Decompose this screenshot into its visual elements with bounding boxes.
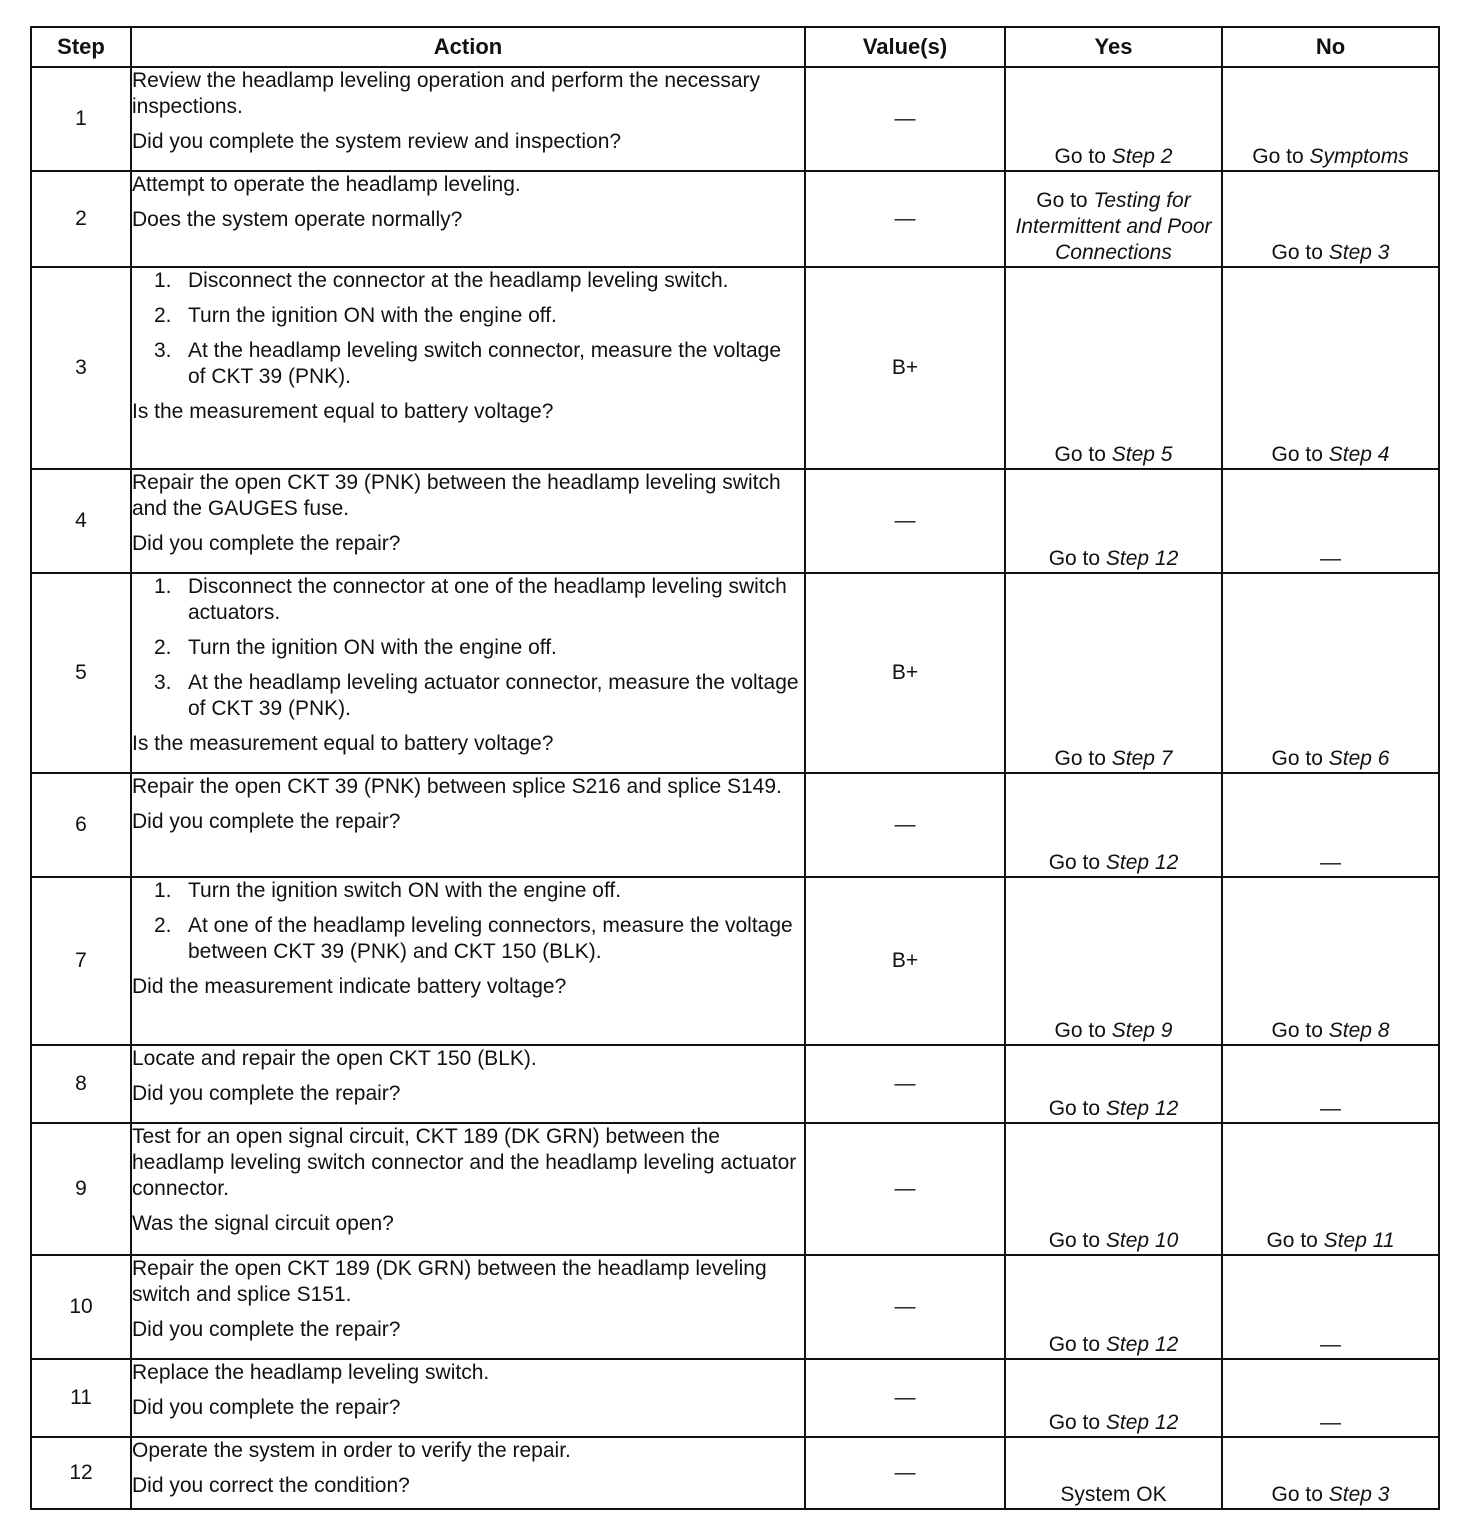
procedure-item (132, 878, 804, 904)
yes-prefix: Go to (1054, 747, 1112, 770)
yes-reference: Step 9 (1111, 1019, 1173, 1042)
yes-reference: Step 12 (1105, 1097, 1179, 1120)
yes-prefix: Go to (1048, 1333, 1106, 1356)
table-row (31, 1123, 1439, 1255)
yes-cell (1005, 1437, 1222, 1509)
diagnostic-table (30, 26, 1440, 1510)
yes-cell (1005, 1255, 1222, 1359)
no-prefix: Go to (1266, 1229, 1324, 1252)
procedure-number: 2. (154, 304, 172, 327)
action-question: Did you complete the repair? (132, 1318, 401, 1341)
yes-prefix: Go to (1054, 1019, 1112, 1042)
value-cell: — (805, 1437, 1005, 1509)
no-cell (1222, 469, 1439, 573)
yes-prefix: Go to (1054, 145, 1112, 168)
action-cell (131, 1255, 805, 1359)
procedure-text: Turn the ignition ON with the engine off. (188, 304, 557, 327)
action-cell (131, 171, 805, 267)
action-cell (131, 773, 805, 877)
action-cell (131, 877, 805, 1045)
no-text: — (1320, 1097, 1341, 1120)
value-cell: — (805, 171, 1005, 267)
procedure-item (132, 574, 804, 626)
no-cell (1222, 573, 1439, 773)
no-cell (1222, 171, 1439, 267)
procedure-number: 3. (154, 339, 172, 362)
procedure-text: At the headlamp leveling actuator connector, measure the voltage of CKT 39 (PNK). (188, 671, 799, 720)
yes-prefix: Go to (1048, 1097, 1106, 1120)
procedure-text: At the headlamp leveling switch connector, measure the voltage of CKT 39 (PNK). (188, 339, 782, 388)
action-cell (131, 1437, 805, 1509)
action-question: Did the measurement indicate battery voltage? (132, 975, 567, 998)
step-number: 4 (31, 469, 131, 573)
yes-cell (1005, 469, 1222, 573)
action-question: Did you complete the repair? (132, 810, 401, 833)
yes-prefix: Go to (1048, 1229, 1106, 1252)
no-reference: Symptoms (1309, 145, 1409, 168)
procedure-list (132, 574, 804, 722)
action-cell (131, 573, 805, 773)
no-prefix: Go to (1271, 1019, 1329, 1042)
procedure-text: Turn the ignition ON with the engine off. (188, 636, 557, 659)
no-cell (1222, 1045, 1439, 1123)
yes-prefix: Go to (1048, 851, 1106, 874)
value-cell: — (805, 773, 1005, 877)
yes-reference: Step 12 (1105, 547, 1179, 570)
action-question: Did you correct the condition? (132, 1474, 410, 1497)
action-question: Is the measurement equal to battery voltage? (132, 400, 554, 423)
no-cell (1222, 67, 1439, 171)
procedure-text: Disconnect the connector at the headlamp leveling switch. (188, 269, 729, 292)
action-question: Is the measurement equal to battery voltage? (132, 732, 554, 755)
procedure-number: 1. (154, 269, 172, 292)
yes-reference: Step 12 (1105, 1333, 1179, 1356)
value-cell: — (805, 67, 1005, 171)
yes-cell (1005, 1359, 1222, 1437)
action-question: Did you complete the repair? (132, 532, 401, 555)
table-row (31, 877, 1439, 1045)
action-cell (131, 1045, 805, 1123)
yes-reference: Step 2 (1111, 145, 1173, 168)
value-cell: — (805, 469, 1005, 573)
no-reference: Step 3 (1328, 241, 1390, 264)
header-step: Step (31, 27, 131, 67)
yes-cell (1005, 773, 1222, 877)
procedure-text: Disconnect the connector at one of the headlamp leveling switch actuators. (188, 575, 787, 624)
procedure-number: 3. (154, 671, 172, 694)
yes-text: System OK (1060, 1483, 1167, 1506)
table-row (31, 773, 1439, 877)
no-prefix: Go to (1252, 145, 1310, 168)
yes-cell (1005, 267, 1222, 469)
action-text: Repair the open CKT 39 (PNK) between splice S216 and splice S149. (132, 775, 782, 798)
step-number: 12 (31, 1437, 131, 1509)
action-cell (131, 1123, 805, 1255)
action-cell (131, 267, 805, 469)
action-cell (131, 67, 805, 171)
yes-prefix: Go to (1036, 189, 1094, 212)
no-prefix: Go to (1271, 443, 1329, 466)
yes-cell (1005, 1045, 1222, 1123)
action-text: Repair the open CKT 39 (PNK) between the headlamp leveling switch and the GAUGES fuse. (132, 471, 781, 520)
step-number: 5 (31, 573, 131, 773)
table-row (31, 1045, 1439, 1123)
yes-reference: Testing for Intermittent and Poor Connections (1015, 189, 1212, 264)
header-no: No (1222, 27, 1439, 67)
no-cell (1222, 267, 1439, 469)
no-reference: Step 4 (1328, 443, 1390, 466)
no-cell (1222, 877, 1439, 1045)
action-text: Operate the system in order to verify the repair. (132, 1439, 571, 1462)
table-row (31, 67, 1439, 171)
yes-cell (1005, 67, 1222, 171)
no-cell (1222, 1255, 1439, 1359)
yes-cell (1005, 171, 1222, 267)
procedure-list (132, 878, 804, 965)
yes-reference: Step 12 (1105, 851, 1179, 874)
action-question: Did you complete the repair? (132, 1082, 401, 1105)
table-row (31, 573, 1439, 773)
no-reference: Step 6 (1328, 747, 1390, 770)
action-text: Test for an open signal circuit, CKT 189 (DK GRN) between the headlamp leveling switch connector and the headlamp leveling actuator connector. (132, 1125, 797, 1200)
procedure-list (132, 268, 804, 390)
no-prefix: Go to (1271, 1483, 1329, 1506)
step-number: 7 (31, 877, 131, 1045)
no-reference: Step 8 (1328, 1019, 1390, 1042)
no-reference: Step 3 (1328, 1483, 1390, 1506)
yes-cell (1005, 1123, 1222, 1255)
table-row (31, 267, 1439, 469)
procedure-number: 1. (154, 575, 172, 598)
action-text: Locate and repair the open CKT 150 (BLK). (132, 1047, 537, 1070)
action-question: Did you complete the repair? (132, 1396, 401, 1419)
table-row (31, 1359, 1439, 1437)
step-number: 3 (31, 267, 131, 469)
no-text: — (1320, 1411, 1341, 1434)
table-row (31, 1255, 1439, 1359)
procedure-text: At one of the headlamp leveling connectors, measure the voltage between CKT 39 (PNK) and CKT 150 (BLK). (188, 914, 793, 963)
yes-prefix: Go to (1054, 443, 1112, 466)
yes-prefix: Go to (1048, 1411, 1106, 1434)
yes-reference: Step 10 (1105, 1229, 1179, 1252)
procedure-number: 2. (154, 636, 172, 659)
no-reference: Step 11 (1323, 1229, 1395, 1252)
action-text: Review the headlamp leveling operation and perform the necessary inspections. (132, 69, 761, 118)
action-text: Replace the headlamp leveling switch. (132, 1361, 490, 1384)
step-number: 11 (31, 1359, 131, 1437)
procedure-item (132, 670, 804, 722)
value-cell: — (805, 1359, 1005, 1437)
header-yes: Yes (1005, 27, 1222, 67)
no-cell (1222, 1359, 1439, 1437)
procedure-text: Turn the ignition switch ON with the engine off. (188, 879, 622, 902)
yes-reference: Step 7 (1111, 747, 1173, 770)
action-cell (131, 469, 805, 573)
no-text: — (1320, 547, 1341, 570)
yes-cell (1005, 573, 1222, 773)
table-row (31, 1437, 1439, 1509)
step-number: 6 (31, 773, 131, 877)
no-text: — (1320, 851, 1341, 874)
procedure-number: 1. (154, 879, 172, 902)
action-question: Did you complete the system review and inspection? (132, 130, 622, 153)
no-prefix: Go to (1271, 747, 1329, 770)
table-row (31, 171, 1439, 267)
procedure-item (132, 635, 804, 661)
header-row (31, 27, 1439, 67)
action-question: Was the signal circuit open? (132, 1212, 394, 1235)
step-number: 2 (31, 171, 131, 267)
yes-cell (1005, 877, 1222, 1045)
value-cell: — (805, 1123, 1005, 1255)
action-text: Attempt to operate the headlamp leveling. (132, 173, 521, 196)
action-text: Repair the open CKT 189 (DK GRN) between the headlamp leveling switch and splice S151. (132, 1257, 767, 1306)
no-cell (1222, 1123, 1439, 1255)
yes-reference: Step 12 (1105, 1411, 1179, 1434)
step-number: 1 (31, 67, 131, 171)
no-text: — (1320, 1333, 1341, 1356)
yes-reference: Step 5 (1111, 443, 1173, 466)
no-prefix: Go to (1271, 241, 1329, 264)
header-values: Value(s) (805, 27, 1005, 67)
value-cell: — (805, 1045, 1005, 1123)
step-number: 9 (31, 1123, 131, 1255)
header-action: Action (131, 27, 805, 67)
procedure-item (132, 913, 804, 965)
table-body (31, 67, 1439, 1509)
no-cell (1222, 773, 1439, 877)
value-cell: — (805, 1255, 1005, 1359)
action-question: Does the system operate normally? (132, 208, 463, 231)
procedure-number: 2. (154, 914, 172, 937)
action-cell (131, 1359, 805, 1437)
value-cell: B+ (805, 877, 1005, 1045)
procedure-item (132, 338, 804, 390)
no-cell (1222, 1437, 1439, 1509)
yes-prefix: Go to (1048, 547, 1106, 570)
step-number: 8 (31, 1045, 131, 1123)
value-cell: B+ (805, 267, 1005, 469)
table-row (31, 469, 1439, 573)
value-cell: B+ (805, 573, 1005, 773)
procedure-item (132, 268, 804, 294)
procedure-item (132, 303, 804, 329)
step-number: 10 (31, 1255, 131, 1359)
